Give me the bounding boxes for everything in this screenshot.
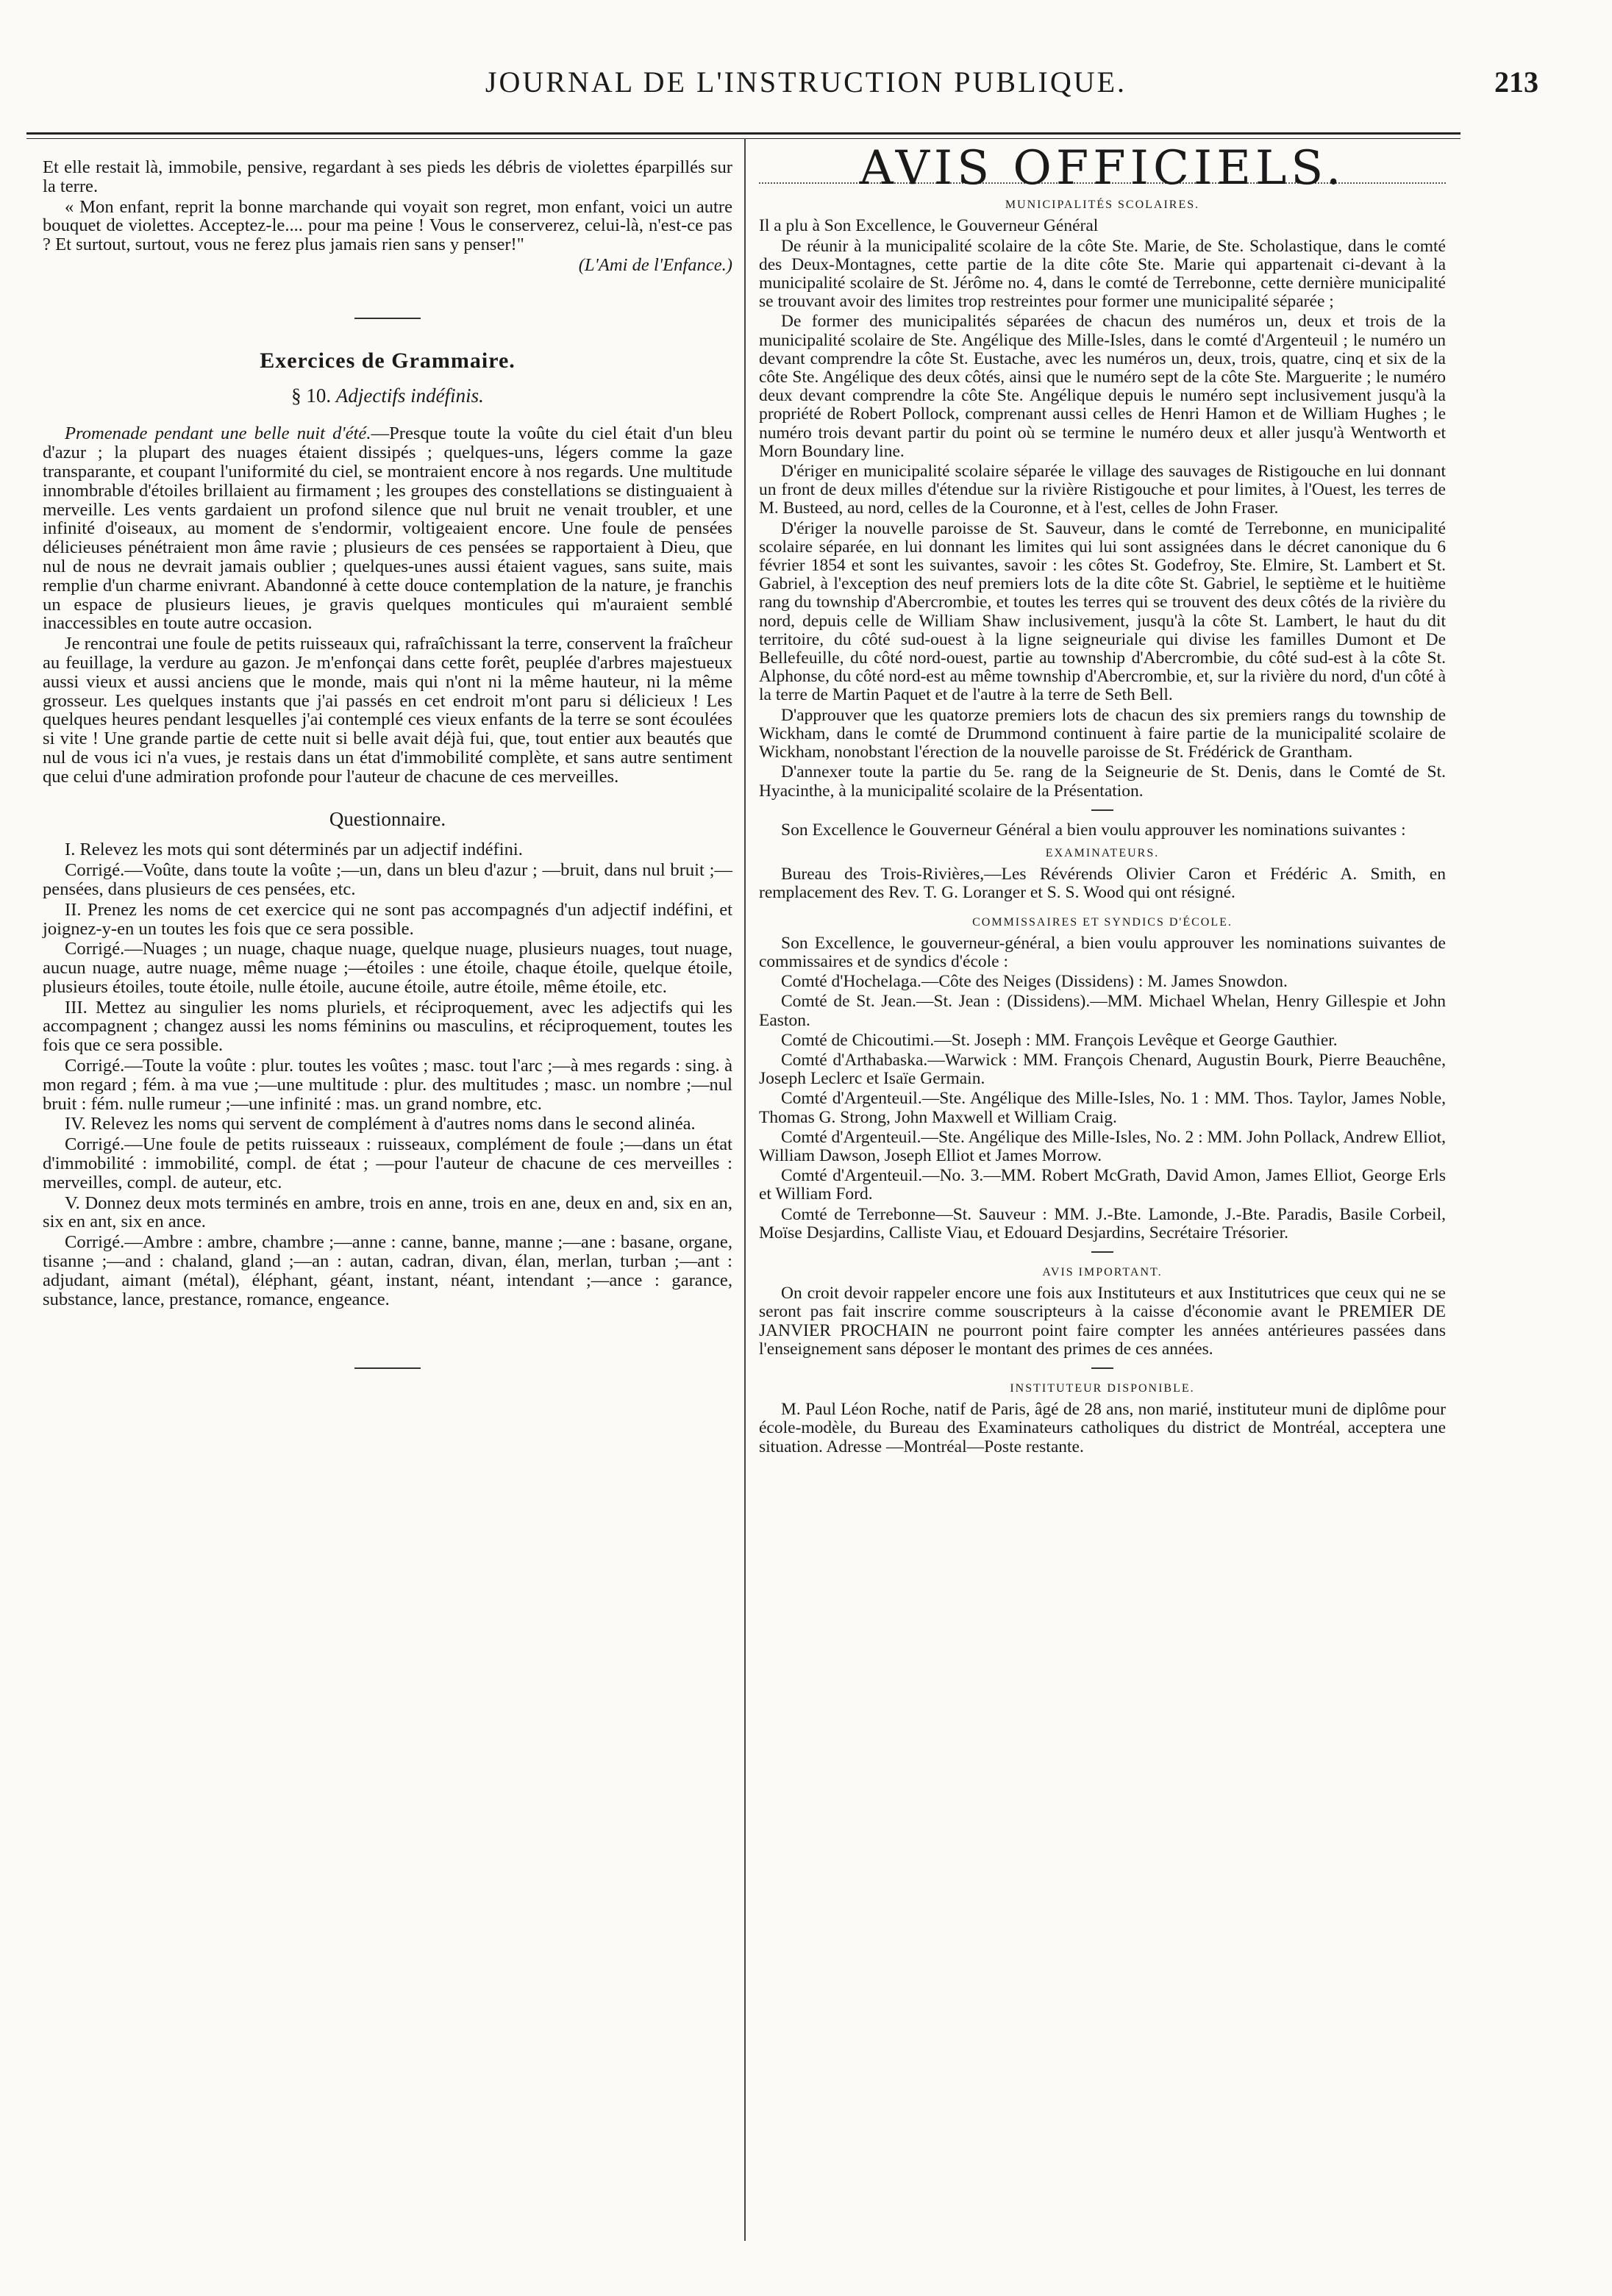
- avis-officiels-heading: AVIS OFFICIELS.: [859, 141, 1346, 196]
- answer-3: Corrigé.—Toute la voûte : plur. toutes les voûtes ; masc. tout l'arc ;—à mes regards : sing. à mon regard ; fém. à ma vue ;—une multitude : plur. des multitudes ; masc. un nombre ;—nul bruit : fém. nulle rumeur ;—une infinité : mas. un grand nombre, etc.: [43, 1056, 732, 1114]
- municipalites-p1: De réunir à la municipalité scolaire de la côte Ste. Marie, de Ste. Scholastique, dans le comté des Deux-Montagnes, cette partie de la dite côte Ste. Marie qui appartenait ci-devant à la municipalité scolaire de St. Jérôme no. 4, dans le comté de Terrebonne, cette dernière municipalité se trouvant avoir des limites trop restreintes pour former une municipalité séparée ;: [759, 236, 1446, 312]
- commissaires-item: Comté de Terrebonne—St. Sauveur : MM. J.-Bte. Lamonde, J.-Bte. Paradis, Basile Corbeil, Moïse Desjardins, Calliste Viau, et Edouard Desjardins, Secrétaire Trésorier.: [759, 1204, 1446, 1242]
- page-header: [29, 65, 1583, 109]
- question-2: II. Prenez les noms de cet exercice qui ne sont pas accompagnés d'un adjectif indéfini, et joignez-y-en un toutes les fois que ce sera possible.: [43, 899, 732, 939]
- commissaires-item: Comté d'Hochelaga.—Côte des Neiges (Dissidens) : M. James Snowdon.: [781, 972, 1288, 992]
- municipalites-p6: D'annexer toute la partie du 5e. rang de la Seigneurie de St. Denis, dans le Comté de St. Hyacinthe, à la municipalité scolaire de la Présentation.: [759, 762, 1446, 801]
- left-column: [43, 158, 732, 1401]
- municipalites-title: MUNICIPALITÉS SCOLAIRES.: [1005, 199, 1200, 212]
- nominations-intro: Son Excellence le Gouverneur Général a bien voulu approuver les nominations suivantes :: [781, 820, 1406, 840]
- question-5: V. Donnez deux mots terminés en ambre, trois en anne, trois en ane, deux en and, six en an, six en ant, six en ance.: [43, 1192, 732, 1232]
- commissaires-item: Comté d'Argenteuil.—Ste. Angélique des Mille-Isles, No. 2 : MM. John Pollack, Andrew Elliot, William Dawson, Joseph Elliot et James Morrow.: [759, 1127, 1446, 1165]
- attribution: (L'Ami de l'Enfance.): [578, 254, 732, 275]
- right-column: [759, 141, 1446, 1458]
- exercise-paragraph-1: [43, 424, 732, 633]
- intro-paragraph: « Mon enfant, reprit la bonne marchande qui voyait son regret, mon enfant, voici un autre bouquet de violettes. Acceptez-le.... pour ma peine ! Vous le conserverez, celui-là, n'est-ce pas ? Et surtout, surtout, vous ne ferez plus jamais rien sans y penser!": [43, 196, 732, 255]
- commissaires-item: Comté d'Arthabaska.—Warwick : MM. François Chenard, Augustin Bourk, Pierre Beauchêne, Joseph Leclerc et Isaïe Germain.: [759, 1050, 1446, 1089]
- examinateurs-text: Bureau des Trois-Rivières,—Les Révérends Olivier Caron et Frédéric A. Smith, en remplacement des Rev. T. G. Loranger et S. S. Wood qui ont résigné.: [759, 865, 1446, 903]
- question-3: III. Mettez au singulier les noms pluriels, et réciproquement, avec les adjectifs qui les accompagnent ; changez aussi les noms féminins ou masculins, et réciproquement, toutes les fois que ce sera possible.: [43, 997, 732, 1056]
- answer-1: Corrigé.—Voûte, dans toute la voûte ;—un, dans un bleu d'azur ; —bruit, dans nul bruit ;—pensées, dans plusieurs de ces pensées, etc.: [43, 860, 732, 899]
- journal-title: JOURNAL DE L'INSTRUCTION PUBLIQUE.: [485, 65, 1127, 99]
- header-rule-thin: [26, 138, 1461, 139]
- section-number: § 10.: [291, 384, 332, 407]
- section-heading: [43, 384, 732, 407]
- paragraph-lead: Promenade pendant une belle nuit d'été.: [65, 423, 371, 444]
- commissaires-item: Comté de St. Jean.—St. Jean : (Dissidens).—MM. Michael Whelan, Henry Gillespie et John Easton.: [759, 992, 1446, 1030]
- commissaires-item: Comté d'Argenteuil.—Ste. Angélique des Mille-Isles, No. 1 : MM. Thos. Taylor, James Noble, Thomas G. Strong, John Maxwell et William Craig.: [759, 1089, 1446, 1127]
- municipalites-p2: De former des municipalités séparées de chacun des numéros un, deux et trois de la municipalité scolaire de Ste. Angélique des Mille-Isles, dans le comté d'Argenteuil ; le numéro un devant comprendre la côte St. Eustache, avec les numéros un, deux, trois, quatre, cinq et six de la côte Ste. Angélique des deux côtés, ainsi que le numéro sept de la côte Ste. Marguerite ; le numéro deux devant comprendre la côte Ste. Angélique depuis le numéro sept inclusivement jusqu'à la propriété de Robert Pollock, comprenant aussi celles de Henri Hamon et de William Hughes ; le numéro trois devant partir du point où se termine le numéro deux et aller jusqu'à Wentworth et Morn Boundary line.: [759, 312, 1446, 461]
- header-rule: [26, 132, 1461, 135]
- section-separator: [1091, 1251, 1113, 1253]
- commissaires-item: Comté d'Argenteuil.—No. 3.—MM. Robert McGrath, David Amon, James Elliot, George Erls et William Ford.: [759, 1166, 1446, 1204]
- instituteur-text: M. Paul Léon Roche, natif de Paris, âgé de 28 ans, non marié, instituteur muni de diplôme pour école-modèle, du Bureau des Examinateurs catholiques du district de Montréal, acceptera une situation. Adresse —Montréal—Poste restante.: [759, 1400, 1446, 1456]
- municipalites-p3: D'ériger en municipalité scolaire séparée le village des sauvages de Ristigouche en lui donnant un front de deux milles d'étendue sur la rivière Ristigouche et pour limites, à l'Ouest, les terres de M. Busteed, au nord, celles de la Couronne, et à l'est, celles de John Fraser.: [759, 462, 1446, 518]
- end-separator: [354, 1367, 421, 1369]
- section-title: Adjectifs indéfinis.: [335, 384, 484, 407]
- section-separator: [1091, 1367, 1113, 1369]
- column-divider: [744, 138, 746, 2241]
- examinateurs-title: EXAMINATEURS.: [1045, 846, 1160, 859]
- municipalites-p5: D'approuver que les quatorze premiers lots de chacun des six premiers rangs du township de Wickham, dans le comté de Drummond continuent à faire partie de la municipalité scolaire de Wickham, nonobstant l'érection de la nouvelle paroisse de St. Frédérick de Grantham.: [759, 705, 1446, 762]
- intro-paragraph: Et elle restait là, immobile, pensive, regardant à ses pieds les débris de violettes éparpillés sur la terre.: [43, 157, 732, 196]
- municipalites-intro: Il a plu à Son Excellence, le Gouverneur Général: [759, 216, 1099, 236]
- avis-important-title: AVIS IMPORTANT.: [1042, 1265, 1163, 1278]
- avis-important-text: On croit devoir rappeler encore une fois aux Instituteurs et aux Institutrices que ceux qui ne se seront pas fait inscrire comme souscripteurs à la caisse d'économie avant le PREMIER DE JANVIER PROCHAIN ne pourront point faire compter les années antérieures passées dans l'enseignement sans déposer le montant des primes de ces années.: [759, 1284, 1446, 1359]
- answer-2: Corrigé.—Nuages ; un nuage, chaque nuage, quelque nuage, plusieurs nuages, tout nuage, aucun nuage, autre nuage, même nuage ;—étoiles : une étoile, chaque étoile, quelque étoile, plusieurs étoiles, toute étoile, nulle étoile, aucune étoile, autre étoile, même étoile, etc.: [43, 939, 732, 997]
- commissaires-title: COMMISSAIRES ET SYNDICS D'ÉCOLE.: [972, 915, 1233, 929]
- paragraph-text: —Presque toute la voûte du ciel était d'un bleu d'azur ; la plupart des nuages étaient dissipés ; quelques-uns, légers comme la gaze transparante, et coupant l'uniformité du ciel, se montraient encore à nos regards. Une multitude innombrable d'étoiles brillaient au firmament ; les groupes des constellations se distinguaient à merveille. Les vents gardaient un profond silence que nul bruit ne venait troubler, et une infinité d'oiseaux, au moment de s'endormir, voltigeaient encore. Une foule de pensées délicieuses pénétraient mon âme ravie ; plusieurs de ces pensées se rapportaient à Dieu, que nul de nous ne devrait jamais oublier ; quelques-unes aussi étaient vagues, sans suite, mais remplie d'un charme enivrant. Abandonné à cette douce contemplation de la nature, je franchis un espace de plusieurs lieues, je gravis quelques monticules qui m'auraient semblé inaccessibles en toute autre occasion.: [43, 423, 732, 634]
- exercise-paragraph-2: Je rencontrai une foule de petits ruisseaux qui, rafraîchissant la terre, conservent la fraîcheur au feuillage, la verdure au gazon. Je m'enfonçai dans cette forêt, peuplée d'arbres majestueux aussi vieux et aussi anciens que le monde, mais qui n'ont ni la même hauteur, ni la même grosseur. Les quelques instants que j'ai passés en cet endroit m'ont paru si délicieux ! Les quelques heures pendant lesquelles j'ai contemplé ces vieux enfants de la terre se sont écoulées si vite ! Une grande partie de cette nuit si belle avait déjà fui, que, tout entier aux beautés que nul de vous ici n'a vues, je restais dans un état d'immobilité complète, et sans autre sentiment que celui d'une admiration profonde pour l'auteur de chacune de ces merveilles.: [43, 634, 732, 787]
- answer-4: Corrigé.—Une foule de petits ruisseaux : ruisseaux, complément de foule ;—dans un état d'immobilité : immobilité, compl. de état ; —pour l'auteur de chacune de ces merveilles : merveilles, compl. de auteur, etc.: [43, 1134, 732, 1192]
- page-number: 213: [1494, 65, 1538, 99]
- questionnaire-title: Questionnaire.: [329, 807, 446, 830]
- section-separator: [354, 318, 421, 319]
- commissaires-item: Comté de Chicoutimi.—St. Joseph : MM. François Levêque et George Gauthier.: [781, 1030, 1338, 1050]
- exercise-title: Exercices de Grammaire.: [260, 348, 516, 373]
- commissaires-intro: Son Excellence, le gouverneur-général, a bien voulu approuver les nominations suivantes de commissaires et de syndics d'école :: [759, 933, 1446, 971]
- section-separator: [1091, 809, 1113, 811]
- question-1: I. Relevez les mots qui sont déterminés par un adjectif indéfini.: [65, 840, 523, 860]
- instituteur-title: INSTITUTEUR DISPONIBLE.: [1010, 1381, 1195, 1395]
- question-4: IV. Relevez les noms qui servent de complément à d'autres noms dans le second alinéa.: [65, 1114, 696, 1134]
- answer-5: Corrigé.—Ambre : ambre, chambre ;—anne : canne, banne, manne ;—ane : basane, organe, tisanne ;—and : chaland, gland ;—an : autan, cadran, divan, élan, merlan, turban ;—ant : adjudant, aimant (métal), éléphant, géant, instant, néant, intendant ;—ance : garance, substance, lance, prestance, romance, engeance.: [43, 1232, 732, 1309]
- municipalites-p4: D'ériger la nouvelle paroisse de St. Sauveur, dans le comté de Terrebonne, en municipalité scolaire séparée, en lui donnant les limites qui lui sont assignées dans le décret canonique du 6 février 1854 et sont les suivantes, savoir : les côtes St. Godefroy, Ste. Elmire, St. Lambert et St. Gabriel, à l'exception des neuf premiers lots de la dite côte St. Gabriel, le septième et le huitième rang du township d'Abercrombie, et toutes les terres qui se trouvent des deux côtés de la rivière du nord, depuis celle de William Shaw inclusivement, jusqu'à la côte St. Lambert, le haut du dit territoire, du côté sud-ouest à la ligne seigneuriale qui divise les familles Dumont et De Bellefeuille, du côté nord-ouest, partie au township d'Abercrombie, du côté sud-est à la côte St. Alphonse, du côté nord-est au même township d'Abercrombie, et, sur la rivière du nord, d'un côté à la terre de Martin Paquet et de l'autre à la terre de Seth Bell.: [759, 518, 1446, 705]
